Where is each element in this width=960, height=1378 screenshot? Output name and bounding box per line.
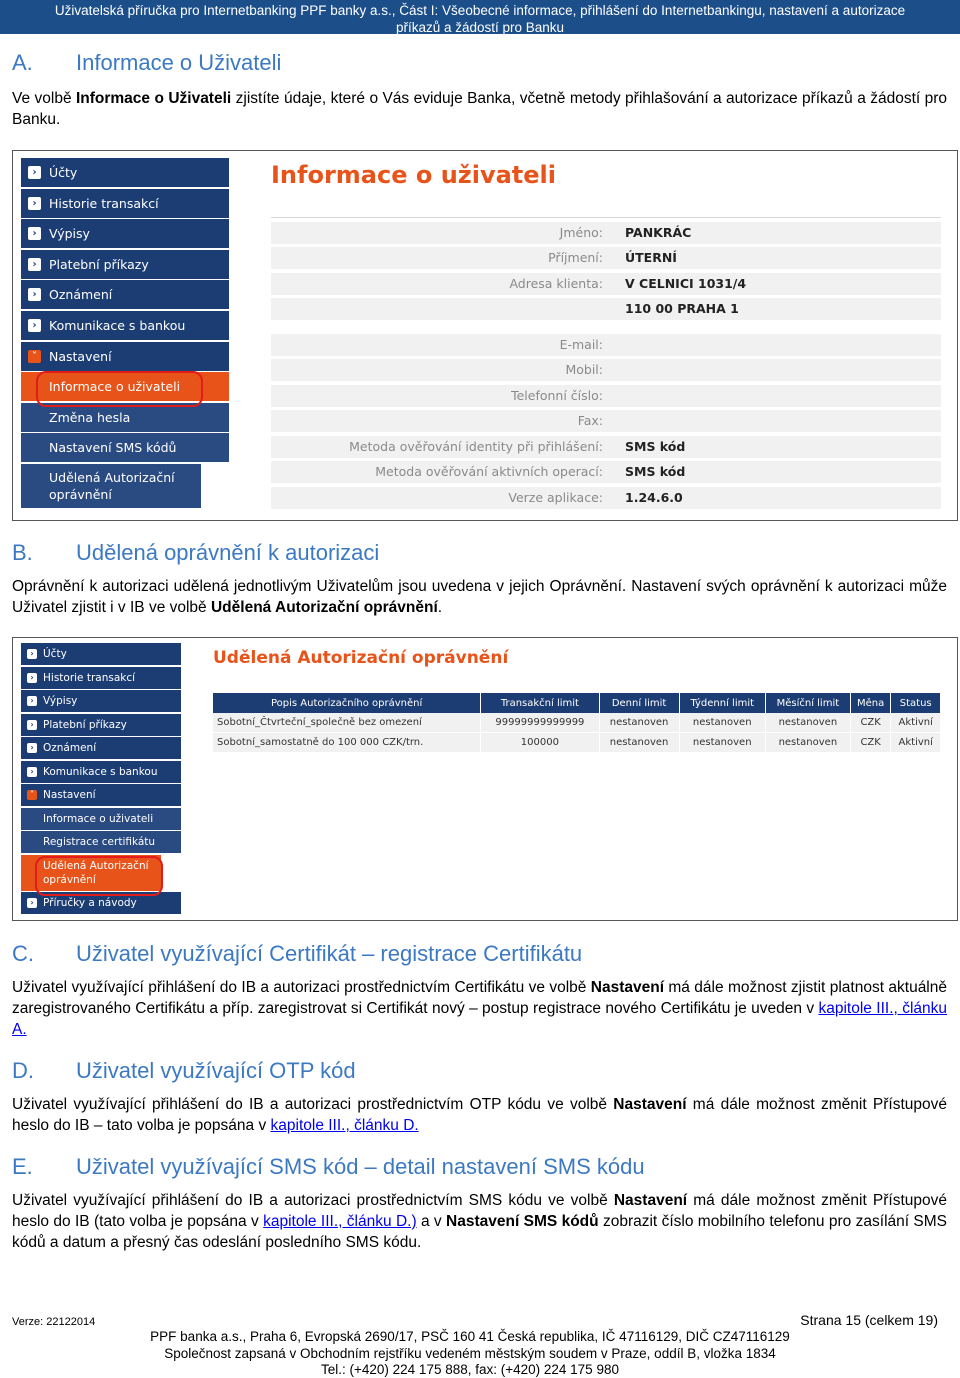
version-label: Verze: 22122014 xyxy=(12,1316,96,1328)
section-a-title: A. Informace o Uživateli xyxy=(12,50,282,75)
footer-address: PPF banka a.s., Praha 6, Evropská 2690/17, PSČ 160 41 Česká republika, IČ 47116129, DIČ CZ47116129 xyxy=(150,1329,790,1344)
chevron-right-icon: › xyxy=(28,258,41,271)
field-row: Metoda ověřování identity při přihlášení: SMS kód xyxy=(271,436,941,458)
table-header-row xyxy=(213,693,941,713)
section-b-title: B. Udělená oprávnění k autorizaci xyxy=(12,540,380,565)
field-row: Příjmení: ÚTERNÍ xyxy=(271,247,941,269)
field-row: E-mail: xyxy=(271,334,941,356)
menu-item-komunikace[interactable]: › Komunikace s bankou xyxy=(21,761,181,783)
chevron-right-icon: › xyxy=(27,673,37,683)
menu-item-vypisy[interactable]: › Výpisy xyxy=(21,690,181,712)
section-a-text: Ve volbě Informace o Uživateli zjistíte údaje, které o Vás eviduje Banka, včetně metody přihlašování a autorizace příkazů a žádostí pro Banku. xyxy=(12,90,948,128)
link-chapter-3d[interactable]: kapitole III., článku D.) xyxy=(263,1213,417,1230)
field-row: Verze aplikace: 1.24.6.0 xyxy=(271,487,941,509)
section-d-text: Uživatel využívající přihlášení do IB a autorizaci prostřednictvím OTP kódu ve volbě Nastavení má dále možnost změnit Přístupové heslo do IB – tato volba je popsána v kapitole III., článku D. xyxy=(12,1096,947,1134)
field-row: Jméno: PANKRÁC xyxy=(271,222,941,244)
menu-item-prirucky[interactable]: › Příručky a návody xyxy=(21,892,181,914)
footer-registry: Společnost zapsaná v Obchodním rejstříku vedeném městským soudem v Praze, oddíl B, vložka 1834 xyxy=(164,1346,776,1361)
field-row: Adresa klienta: V CELNICI 1031/4 xyxy=(271,273,941,295)
menu-item-informace[interactable]: Informace o uživateli xyxy=(21,808,181,830)
menu-item-historie[interactable]: › Historie transakcí xyxy=(21,667,181,689)
chevron-right-icon: › xyxy=(28,197,41,210)
link-chapter-3a[interactable]: kapitole III., článku A. xyxy=(12,1000,947,1038)
page-title: Informace o uživateli xyxy=(271,161,557,189)
divider xyxy=(271,217,941,218)
field-row: Metoda ověřování aktivních operací: SMS kód xyxy=(271,461,941,483)
chevron-right-icon: › xyxy=(27,743,37,753)
field-row: 110 00 PRAHA 1 xyxy=(271,298,941,320)
menu-item-registrace[interactable]: Registrace certifikátu xyxy=(21,831,181,853)
chevron-down-icon: ˅ xyxy=(28,350,41,363)
column-header[interactable]: Popis Autorizačního oprávnění xyxy=(213,693,481,713)
menu-item-platebni[interactable]: › Platební příkazy xyxy=(21,250,229,279)
chevron-right-icon: › xyxy=(27,649,37,659)
menu-item-komunikace[interactable]: › Komunikace s bankou xyxy=(21,311,229,340)
menu-item-vypisy[interactable]: › Výpisy xyxy=(21,219,229,248)
menu-item-oznameni[interactable]: › Oznámení xyxy=(21,280,229,309)
column-header[interactable]: Měna xyxy=(850,693,891,713)
header-line-1: Uživatelská příručka pro Internetbanking PPF banky a.s., Část I: Všeobecné informace, přihlášení do Internetbankingu, nastavení a autorizace xyxy=(54,3,906,18)
chevron-down-icon: ˅ xyxy=(27,790,37,800)
column-header[interactable]: Status xyxy=(891,693,941,713)
menu-item-historie[interactable]: › Historie transakcí xyxy=(21,189,229,218)
chevron-right-icon: › xyxy=(28,319,41,332)
field-row: Fax: xyxy=(271,410,941,432)
column-header[interactable]: Měsíční limit xyxy=(765,693,850,713)
chevron-right-icon: › xyxy=(27,898,37,908)
chevron-right-icon: › xyxy=(27,696,37,706)
field-row: Mobil: xyxy=(271,359,941,381)
menu-item-nastaveni[interactable]: ˅ Nastavení xyxy=(21,784,181,806)
menu-item-oznameni[interactable]: › Oznámení xyxy=(21,737,181,759)
section-b-text: Oprávnění k autorizaci udělená jednotlivým Uživatelům jsou uvedena v jejich Oprávnění. Nastavení svých oprávnění k autorizaci může Uživatel zjistit i v IB ve volbě Udělená Autorizační oprávnění. xyxy=(12,578,947,616)
chevron-right-icon: › xyxy=(28,288,41,301)
menu-item-nastaveni[interactable]: ˅ Nastavení xyxy=(21,342,229,371)
column-header[interactable]: Transakční limit xyxy=(481,693,599,713)
header-line-2: příkazů a žádostí pro Banku xyxy=(395,20,565,35)
section-c-title: C. Uživatel využívající Certifikát – registrace Certifikátu xyxy=(12,941,583,966)
table-row[interactable]: Sobotní_Čtvrteční_společně bez omezení 99999999999999 nestanoven nestanoven nestanoven CZK Aktivní xyxy=(213,713,941,733)
section-e-text: Uživatel využívající přihlášení do IB a autorizaci prostřednictvím SMS kódu ve volbě Nastavení má dále možnost změnit Přístupové heslo do IB (tato volba je popsána v kapitole III., článku D.) a v Nastavení SMS kódů zobrazit číslo mobilního telefonu pro zasílání SMS kódů a datum a přesný čas odeslání posledního SMS kódu. xyxy=(12,1192,947,1251)
chevron-right-icon: › xyxy=(27,720,37,730)
chevron-right-icon: › xyxy=(27,767,37,777)
menu-item-ucty[interactable]: › Účty xyxy=(21,158,229,187)
chevron-right-icon: › xyxy=(28,227,41,240)
column-header[interactable]: Týdenní limit xyxy=(679,693,765,713)
menu-item-platebni[interactable]: › Platební příkazy xyxy=(21,714,181,736)
menu-item-zmena-hesla[interactable]: Změna hesla xyxy=(21,403,229,432)
table-row[interactable]: Sobotní_samostatně do 100 000 CZK/trn. 100000 nestanoven nestanoven nestanoven CZK Aktivní xyxy=(213,733,941,753)
page-title: Udělená Autorizační oprávnění xyxy=(213,648,509,668)
page-header xyxy=(0,0,960,34)
screenshot-user-info xyxy=(12,150,958,521)
menu-item-informace[interactable]: Informace o uživateli xyxy=(21,372,229,401)
column-header[interactable]: Denní limit xyxy=(599,693,679,713)
section-c-text: Uživatel využívající přihlášení do IB a autorizaci prostřednictvím Certifikátu ve volbě Nastavení má dále možnost zjistit platnost aktuálně zaregistrovaného Certifikátu a příp. zaregistrovat si Certifikát nový – postup registrace nového Certifikátu je uveden v kapitole III., článku A. xyxy=(12,979,947,1038)
link-chapter-3d[interactable]: kapitole III., článku D. xyxy=(270,1117,419,1134)
chevron-right-icon: › xyxy=(28,166,41,179)
menu-item-sms-kody[interactable]: Nastavení SMS kódů xyxy=(21,433,229,462)
highlight-circle xyxy=(35,856,163,896)
screenshot-authorizations xyxy=(12,637,958,921)
authorizations-table xyxy=(213,693,941,753)
page-number: Strana 15 (celkem 19) xyxy=(800,1312,938,1328)
menu-item-opravneni[interactable]: Udělená Autorizační oprávnění xyxy=(21,464,201,508)
menu-item-ucty[interactable]: › Účty xyxy=(21,643,181,665)
section-e-title: E. Uživatel využívající SMS kód – detail nastavení SMS kódu xyxy=(12,1154,645,1179)
sidebar-menu xyxy=(21,158,229,510)
highlight-circle xyxy=(36,371,203,407)
menu-item-opravneni[interactable]: Udělená Autorizační oprávnění xyxy=(21,855,161,891)
footer-contact: Tel.: (+420) 224 175 888, fax: (+420) 224 175 980 xyxy=(321,1362,619,1377)
field-row: Telefonní číslo: xyxy=(271,385,941,407)
section-d-title: D. Uživatel využívající OTP kód xyxy=(12,1058,356,1083)
